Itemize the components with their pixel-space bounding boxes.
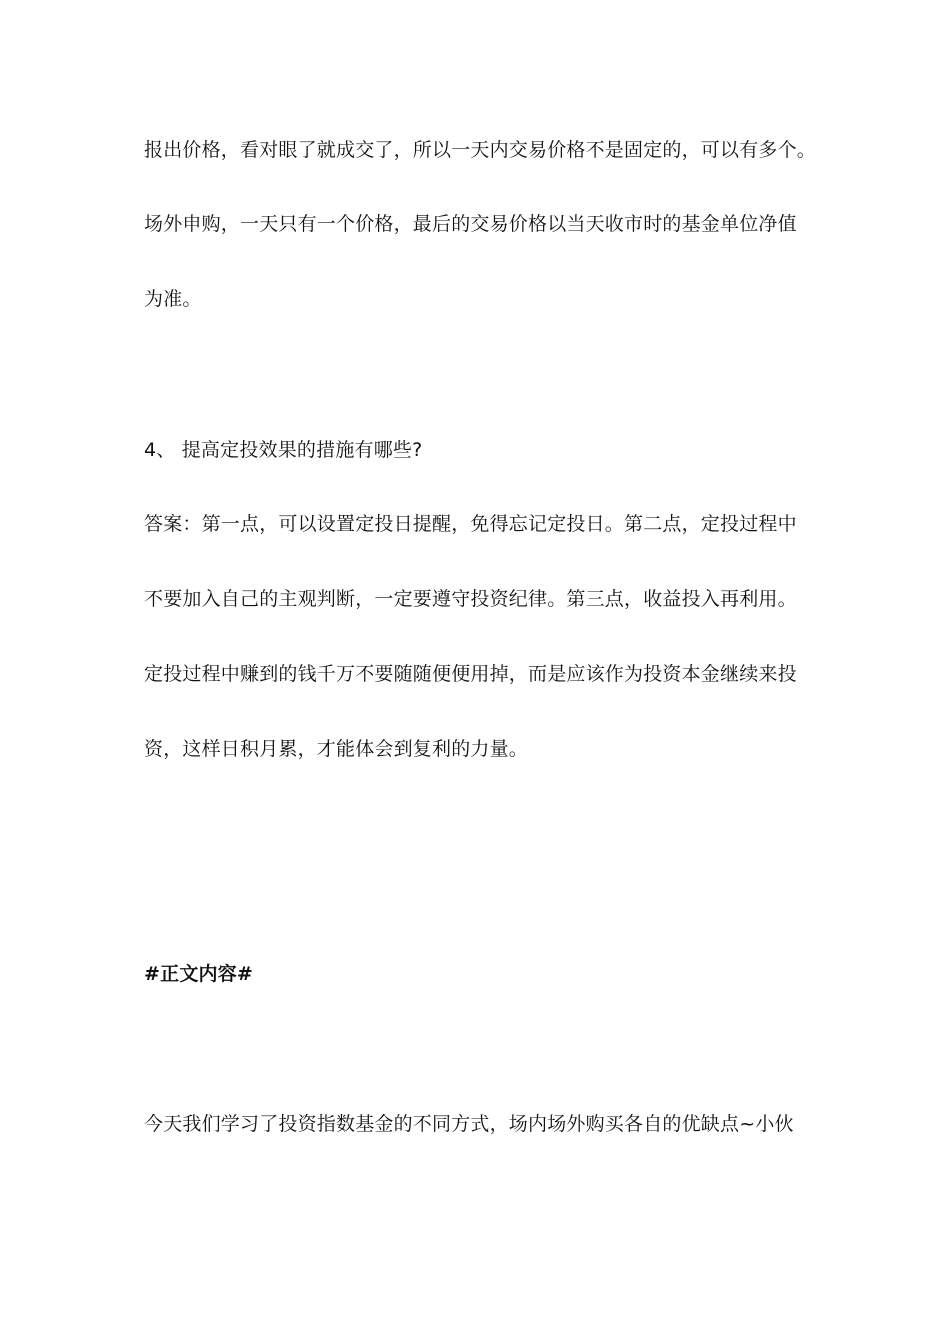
paragraph-line: 报出价格，看对眼了就成交了，所以一天内交易价格不是固定的，可以有多个。 [144,139,817,161]
answer-line: 答案：第一点，可以设置定投日提醒，免得忘记定投日。第二点，定投过程中 [144,513,797,535]
paragraph-line: 场外申购，一天只有一个价格，最后的交易价格以当天收市时的基金单位净值 [144,213,797,235]
answer-line: 定投过程中赚到的钱千万不要随随便便用掉，而是应该作为投资本金继续来投 [144,663,797,685]
body-line: 今天我们学习了投资指数基金的不同方式，场内场外购买各自的优缺点~小伙 [144,1113,794,1135]
paragraph-line: 为准。 [144,288,202,310]
section-heading: #正文内容# [144,963,254,985]
answer-line: 资，这样日积月累，才能体会到复利的力量。 [144,738,529,760]
answer-line: 不要加入自己的主观判断，一定要遵守投资纪律。第三点，收益投入再利用。 [144,588,797,610]
question-heading: 4、 提高定投效果的措施有哪些? [144,439,423,461]
